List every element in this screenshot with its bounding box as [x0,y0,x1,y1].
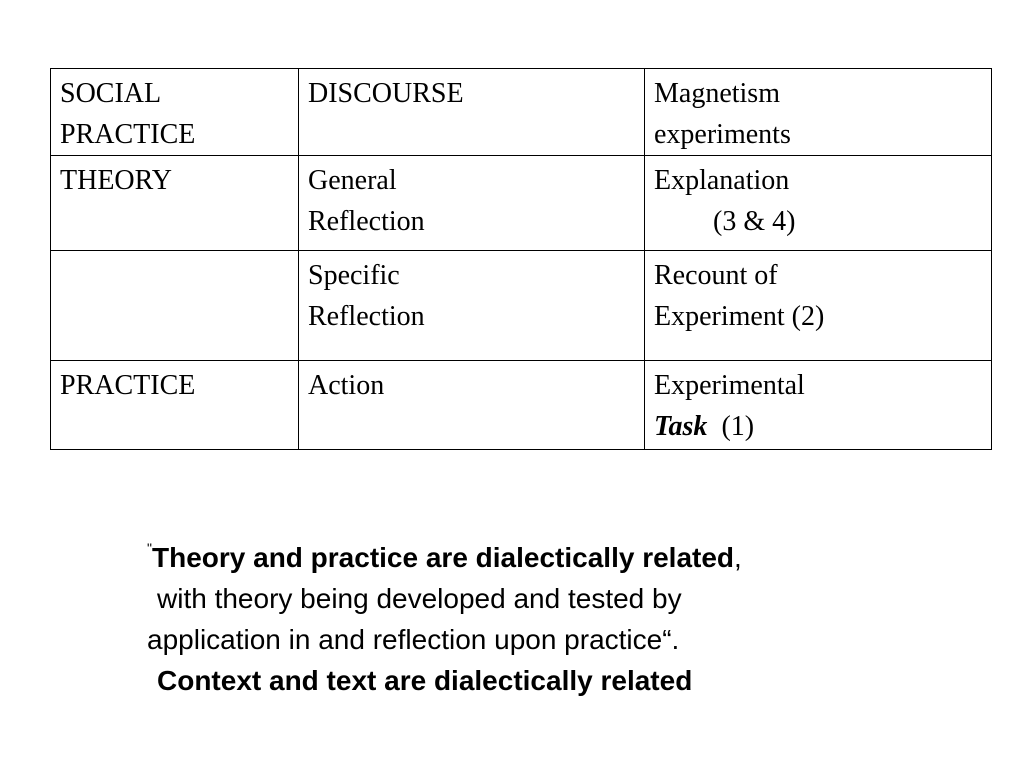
table-row [51,156,992,251]
cell-text: SOCIAL [60,78,162,109]
table-cell [299,69,645,156]
cell-text: Explanation [654,165,790,196]
cell-text-task [654,406,982,447]
task-emphasis: Task [654,411,708,442]
table-row [51,69,992,156]
table-cell [299,251,645,361]
cell-text: (3 & 4) [713,206,796,237]
table-cell [645,69,992,156]
table-cell [51,69,299,156]
quote-line-1 [147,528,927,578]
cell-text: Recount of [654,260,778,291]
quote-line-4 [147,660,927,701]
cell-text: DISCOURSE [308,78,464,109]
table-row [51,251,992,361]
table-cell [299,361,645,450]
cell-text: Specific [308,260,400,291]
table-row [51,361,992,450]
discourse-table [50,68,992,450]
table-cell [645,361,992,450]
table-cell [645,156,992,251]
quote-bold-phrase: Theory and practice are dialectically related [151,542,735,573]
table-cell [299,156,645,251]
quote-closing-bold: Context and text are dialectically related [157,665,693,696]
cell-text: General [308,165,397,196]
quote-line-3: application in and reflection upon practice“. [147,624,680,655]
cell-text: experiments [654,119,791,150]
table-cell-empty [51,251,299,361]
table-cell [51,361,299,450]
cell-text: Action [308,370,385,401]
cell-text: Reflection [308,301,425,332]
cell-text: Reflection [308,206,425,237]
cell-text: Experimental [654,370,805,401]
cell-text: Experiment (2) [654,301,825,332]
cell-text: PRACTICE [60,370,196,401]
cell-text: PRACTICE [60,119,196,150]
table-cell [645,251,992,361]
quote-comma: , [734,542,742,573]
task-number: (1) [721,411,755,442]
cell-text: THEORY [60,165,172,196]
open-quote-mark: " [147,540,152,556]
quote-block [147,528,927,701]
quote-line-2: with theory being developed and tested by [157,583,682,614]
cell-text: Magnetism [654,78,780,109]
table-cell [51,156,299,251]
